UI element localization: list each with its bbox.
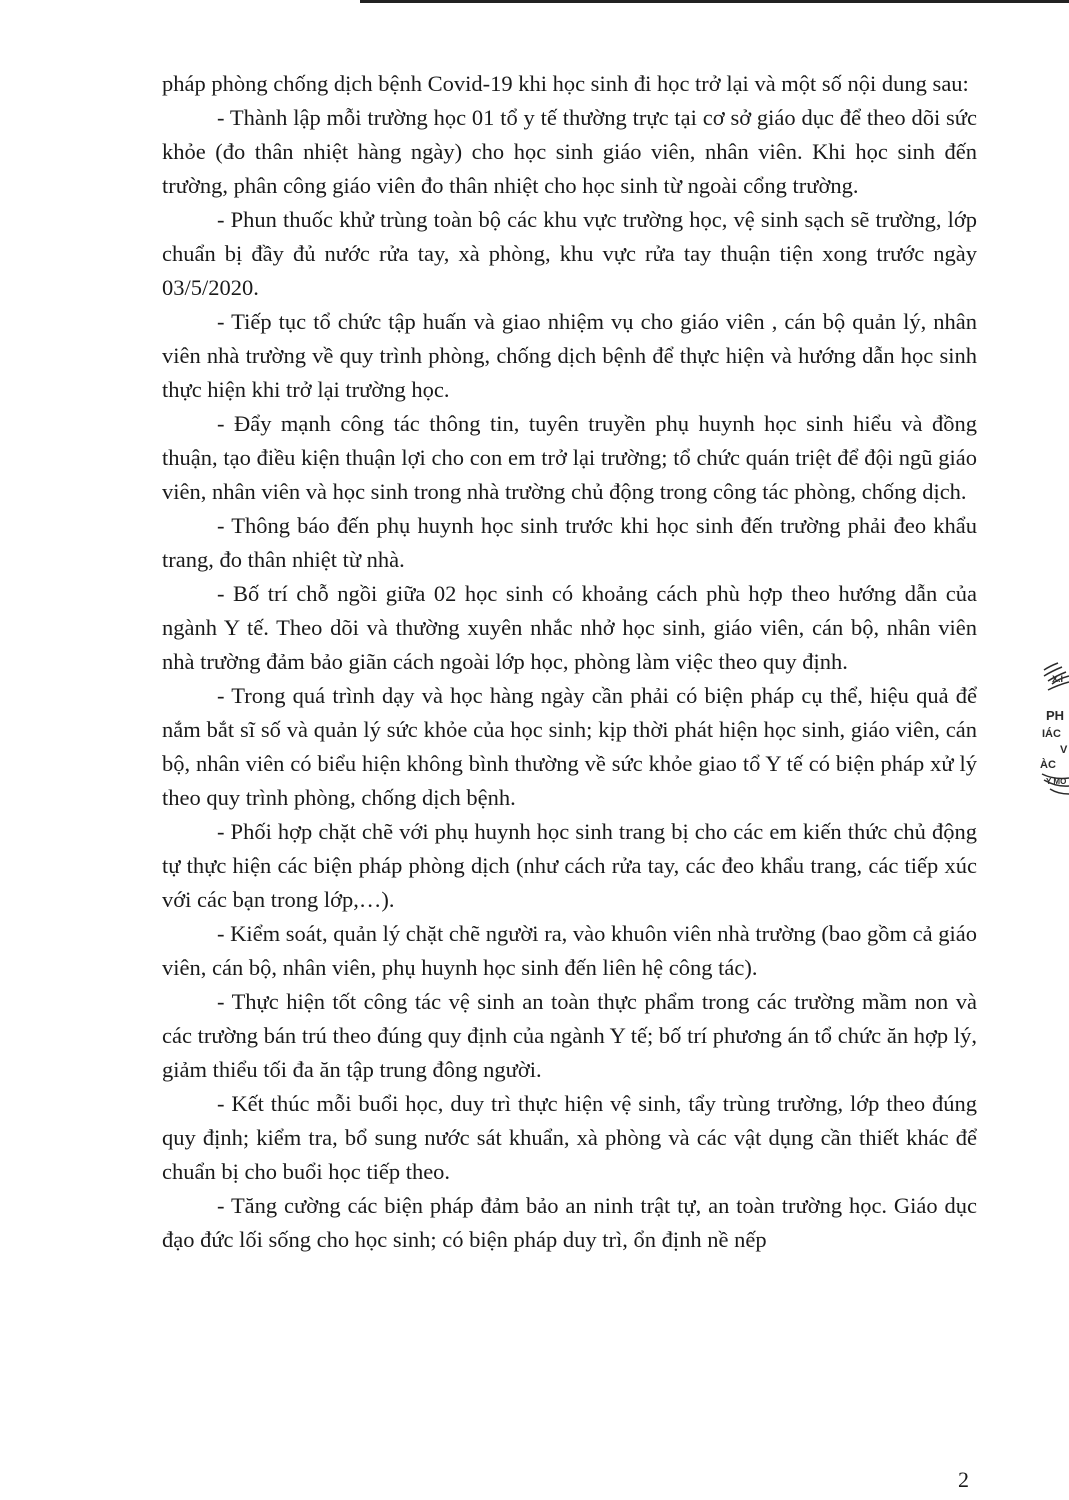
paragraph-security: - Tăng cường các biện pháp đảm bảo an ninh trật tự, an toàn trường học. Giáo dục đạo đức lối sống cho học sinh; có biện pháp duy trì, ổn định nề nếp [162, 1193, 977, 1252]
stamp-text-4: V [1060, 744, 1068, 756]
stamp-seal-fragment [1040, 660, 1069, 800]
paragraph-access-control: - Kiểm soát, quản lý chặt chẽ người ra, vào khuôn viên nhà trường (bao gồm cả giáo viên, cán bộ, nhân viên, phụ huynh học sinh đến liên hệ công tác). [162, 921, 977, 980]
paragraph-daily-health: - Trong quá trình dạy và học hàng ngày cần phải có biện pháp cụ thể, hiệu quả để nắm bắt sĩ số và quản lý sức khỏe của học sinh; kịp thời phát hiện học sinh, giáo viên, cán bộ, nhân viên có biểu hiện không bình thường về sức khỏe giao tổ Y tế có biện pháp xử lý theo quy trình phòng, chống dịch bệnh. [162, 683, 977, 810]
stamp-seal-icon [1040, 660, 1069, 800]
page-number: 2 [958, 1467, 969, 1492]
paragraph-parent-coordination: - Phối hợp chặt chẽ với phụ huynh học sinh trang bị cho các em kiến thức chủ động tự thực hiện các biện pháp phòng dịch (như cách rửa tay, các đeo khẩu trang, các tiếp xúc với các bạn trong lớp,…). [162, 819, 977, 912]
paragraph-cleaning: - Kết thúc mỗi buổi học, duy trì thực hiện vệ sinh, tẩy trùng trường, lớp theo đúng quy định; kiểm tra, bổ sung nước sát khuẩn, xà phòng và các vật dụng cần thiết khác để chuẩn bị cho buổi học tiếp theo. [162, 1091, 977, 1184]
document-body [162, 67, 977, 1257]
stamp-text-6: Y MO [1046, 777, 1067, 786]
paragraph-medical-team: - Thành lập mỗi trường học 01 tổ y tế thường trực tại cơ sở giáo dục để theo dõi sức khỏe (đo thân nhiệt hàng ngày) cho học sinh giáo viên, nhân viên. Khi học sinh đến trường, phân công giáo viên đo thân nhiệt cho học sinh từ ngoài cổng trường. [162, 105, 977, 198]
stamp-text-2: PH [1046, 708, 1065, 723]
paragraph-parent-notice: - Thông báo đến phụ huynh học sinh trước khi học sinh đến trường phải đeo khẩu trang, đo thân nhiệt từ nhà. [162, 513, 977, 572]
paragraph-disinfection: - Phun thuốc khử trùng toàn bộ các khu vực trường học, vệ sinh sạch sẽ trường, lớp chuẩn bị đầy đủ nước rửa tay, xà phòng, khu vực rửa tay thuận tiện xong trước ngày 03/5/2020. [162, 207, 977, 300]
paragraph-food-safety: - Thực hiện tốt công tác vệ sinh an toàn thực phẩm trong các trường mầm non và các trường bán trú theo đúng quy định của ngành Y tế; bố trí phương án tổ chức ăn hợp lý, giảm thiểu tối đa ăn tập trung đông người. [162, 989, 977, 1082]
paragraph-training: - Tiếp tục tổ chức tập huấn và giao nhiệm vụ cho giáo viên , cán bộ quản lý, nhân viên nhà trường về quy trình phòng, chống dịch bệnh để thực hiện và hướng dẫn học sinh thực hiện khi trở lại trường học. [162, 309, 977, 402]
paragraph-intro: pháp phòng chống dịch bệnh Covid-19 khi học sinh đi học trở lại và một số nội dung sau: [162, 71, 969, 96]
paragraph-communication: - Đẩy mạnh công tác thông tin, tuyên truyền phụ huynh học sinh hiểu và đồng thuận, tạo điều kiện thuận lợi cho con em trở lại trường; tổ chức quán triệt để đội ngũ giáo viên, nhân viên và học sinh trong nhà trường chủ động trong công tác phòng, chống dịch. [162, 411, 977, 504]
stamp-text-1: X.I [1052, 674, 1064, 684]
stamp-text-3: IÁC [1042, 728, 1061, 740]
paragraph-seating: - Bố trí chỗ ngồi giữa 02 học sinh có khoảng cách phù hợp theo hướng dẫn của ngành Y tế. Theo dõi và thường xuyên nhắc nhở học sinh, giáo viên, cán bộ, nhân viên nhà trường đảm bảo giãn cách ngoài lớp học, phòng làm việc theo quy định. [162, 581, 977, 674]
stamp-text-5: ÀC [1040, 759, 1056, 771]
top-border-line [360, 0, 1069, 3]
